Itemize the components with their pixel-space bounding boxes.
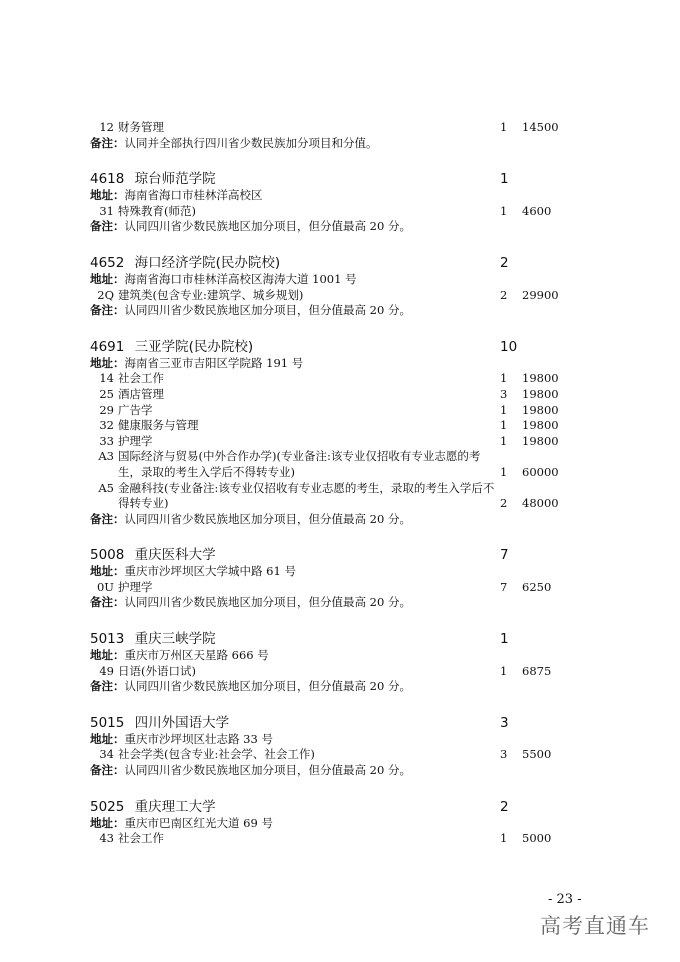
major-code: 31 — [99, 203, 114, 218]
major-quota: 1 — [500, 120, 508, 134]
major-quota: 7 — [500, 579, 508, 594]
school-note — [90, 136, 570, 152]
school-header — [90, 630, 570, 648]
school-name: 重庆医科大学 — [134, 547, 216, 564]
major-code: A3 — [98, 449, 114, 464]
major-code: 43 — [99, 831, 114, 846]
school-note — [90, 763, 570, 779]
major-name: 酒店管理 — [118, 386, 164, 401]
major-name: 金融科技(专业备注:该专业仅招收有专业志愿的考生，录取的考生入学后不得转专业) — [118, 480, 495, 511]
school-block — [90, 120, 570, 151]
major-fee: 29900 — [522, 287, 559, 302]
note-label: 备注： — [90, 763, 125, 778]
major-fee: 14500 — [522, 120, 559, 134]
major-code: 29 — [99, 402, 114, 417]
school-note — [90, 595, 570, 611]
major-row — [90, 387, 570, 403]
school-quota: 7 — [500, 547, 509, 564]
school-code: 4691 — [90, 338, 125, 355]
school-address — [90, 188, 570, 204]
school-quota: 3 — [500, 714, 509, 731]
major-row — [90, 418, 570, 434]
school-address — [90, 732, 570, 748]
address-text: 重庆市沙坪坝区壮志路 33 号 — [124, 731, 273, 746]
school-header — [90, 254, 570, 272]
major-code: A5 — [98, 480, 114, 495]
major-fee: 5000 — [522, 831, 552, 846]
major-row — [90, 747, 570, 763]
address-text: 海南省三亚市吉阳区学院路 191 号 — [124, 355, 304, 370]
major-code: 0U — [96, 579, 114, 594]
major-quota: 2 — [500, 496, 508, 511]
major-name: 建筑类(包含专业:建筑学、城乡规划) — [118, 287, 304, 302]
school-address — [90, 564, 570, 580]
major-code: 2Q — [97, 287, 114, 302]
note-text: 认同四川省少数民族地区加分项目，但分值最高 20 分。 — [124, 595, 411, 610]
major-row — [90, 403, 570, 419]
address-text: 海南省海口市桂林洋高校区海涛大道 1001 号 — [124, 271, 357, 286]
major-code: 32 — [99, 418, 114, 433]
school-block — [90, 546, 570, 611]
major-fee: 19800 — [522, 418, 559, 433]
major-name: 特殊教育(师范) — [118, 203, 196, 218]
admission-list — [90, 120, 570, 866]
address-label: 地址： — [90, 815, 125, 830]
address-label: 地址： — [90, 731, 125, 746]
major-row — [90, 831, 570, 847]
school-block — [90, 714, 570, 779]
major-fee: 5500 — [522, 747, 552, 762]
major-fee: 4600 — [522, 203, 552, 218]
address-label: 地址： — [90, 271, 125, 286]
school-code: 5015 — [90, 714, 125, 731]
major-fee: 19800 — [522, 402, 559, 417]
note-label: 备注： — [90, 135, 125, 150]
address-text: 海南省海口市桂林洋高校区 — [124, 188, 263, 203]
school-quota: 1 — [500, 631, 509, 648]
major-name: 广告学 — [118, 402, 153, 417]
major-row — [90, 434, 570, 450]
note-label: 备注： — [90, 679, 125, 694]
major-code: 25 — [99, 386, 114, 401]
major-quota: 1 — [500, 418, 508, 433]
note-label: 备注： — [90, 219, 125, 234]
major-name: 社会工作 — [118, 371, 164, 386]
address-text: 重庆市万州区天星路 666 号 — [124, 648, 269, 663]
school-block — [90, 170, 570, 235]
school-address — [90, 356, 570, 372]
address-text: 重庆市沙坪坝区大学城中路 61 号 — [124, 564, 296, 579]
school-code: 4652 — [90, 254, 125, 271]
major-fee: 6875 — [522, 663, 552, 678]
major-name: 日语(外语口试) — [118, 663, 196, 678]
major-row — [90, 204, 570, 220]
school-address — [90, 816, 570, 832]
major-row — [90, 120, 570, 136]
major-row — [90, 580, 570, 596]
address-label: 地址： — [90, 564, 125, 579]
school-header — [90, 338, 570, 356]
school-header — [90, 170, 570, 188]
major-row — [90, 288, 570, 304]
page-number: - 23 - — [548, 892, 582, 907]
major-quota: 2 — [500, 287, 508, 302]
major-quota: 1 — [500, 433, 508, 448]
school-code: 5025 — [90, 798, 125, 815]
note-text: 认同四川省少数民族地区加分项目，但分值最高 20 分。 — [124, 763, 411, 778]
note-text: 认同四川省少数民族地区加分项目，但分值最高 20 分。 — [124, 679, 411, 694]
school-block — [90, 798, 570, 847]
school-name: 琼台师范学院 — [134, 171, 216, 188]
address-label: 地址： — [90, 355, 125, 370]
major-fee: 60000 — [522, 464, 559, 479]
major-name: 社会工作 — [118, 831, 164, 846]
school-name: 四川外国语大学 — [134, 714, 230, 731]
note-text: 认同四川省少数民族地区加分项目，但分值最高 20 分。 — [124, 219, 411, 234]
major-fee: 19800 — [522, 386, 559, 401]
major-code: 34 — [99, 747, 114, 762]
note-text: 认同四川省少数民族地区加分项目，但分值最高 20 分。 — [124, 511, 411, 526]
major-quota: 1 — [500, 663, 508, 678]
major-row — [90, 371, 570, 387]
major-name: 健康服务与管理 — [118, 418, 199, 433]
school-code: 4618 — [90, 171, 125, 188]
major-name: 社会学类(包含专业:社会学、社会工作) — [118, 747, 315, 762]
major-name: 国际经济与贸易(中外合作办学)(专业备注:该专业仅招收有专业志愿的考生，录取的考生入学后不得转专业) — [118, 449, 481, 479]
school-header — [90, 798, 570, 816]
major-row — [90, 449, 570, 480]
major-fee: 6250 — [522, 579, 552, 594]
address-label: 地址： — [90, 648, 125, 663]
school-name: 重庆理工大学 — [134, 798, 216, 815]
school-header — [90, 714, 570, 732]
major-fee: 19800 — [522, 433, 559, 448]
school-quota: 1 — [500, 171, 509, 188]
school-name: 三亚学院(民办院校) — [134, 338, 254, 355]
major-quota: 3 — [500, 747, 508, 762]
major-quota: 1 — [500, 402, 508, 417]
address-label: 地址： — [90, 188, 125, 203]
major-name: 护理学 — [118, 433, 153, 448]
note-label: 备注： — [90, 595, 125, 610]
major-code: 14 — [99, 371, 114, 386]
address-text: 重庆市巴南区红光大道 69 号 — [124, 815, 273, 830]
major-quota: 1 — [500, 371, 508, 386]
school-address — [90, 272, 570, 288]
major-fee: 48000 — [522, 496, 559, 511]
major-fee: 19800 — [522, 371, 559, 386]
school-header — [90, 546, 570, 564]
school-note — [90, 303, 570, 319]
note-label: 备注： — [90, 303, 125, 318]
school-note — [90, 679, 570, 695]
school-note — [90, 219, 570, 235]
note-text: 认同四川省少数民族地区加分项目，但分值最高 20 分。 — [124, 303, 411, 318]
school-block — [90, 338, 570, 528]
school-quota: 10 — [500, 338, 518, 355]
major-quota: 1 — [500, 464, 508, 479]
major-code: 12 — [99, 120, 114, 134]
school-block — [90, 254, 570, 319]
school-code: 5013 — [90, 631, 125, 648]
school-quota: 2 — [500, 798, 509, 815]
major-code: 49 — [99, 663, 114, 678]
major-quota: 3 — [500, 386, 508, 401]
school-name: 重庆三峡学院 — [134, 631, 216, 648]
school-note — [90, 512, 570, 528]
major-name: 护理学 — [118, 579, 153, 594]
school-address — [90, 648, 570, 664]
watermark: 高考直通车 — [540, 914, 650, 938]
major-row — [90, 664, 570, 680]
major-code: 33 — [99, 433, 114, 448]
school-code: 5008 — [90, 547, 125, 564]
major-quota: 1 — [500, 203, 508, 218]
school-block — [90, 630, 570, 695]
note-text: 认同并全部执行四川省少数民族加分项目和分值。 — [124, 135, 378, 150]
school-quota: 2 — [500, 254, 509, 271]
note-label: 备注： — [90, 511, 125, 526]
major-quota: 1 — [500, 831, 508, 846]
major-name: 财务管理 — [118, 120, 164, 134]
major-row — [90, 481, 570, 512]
school-name: 海口经济学院(民办院校) — [134, 254, 281, 271]
